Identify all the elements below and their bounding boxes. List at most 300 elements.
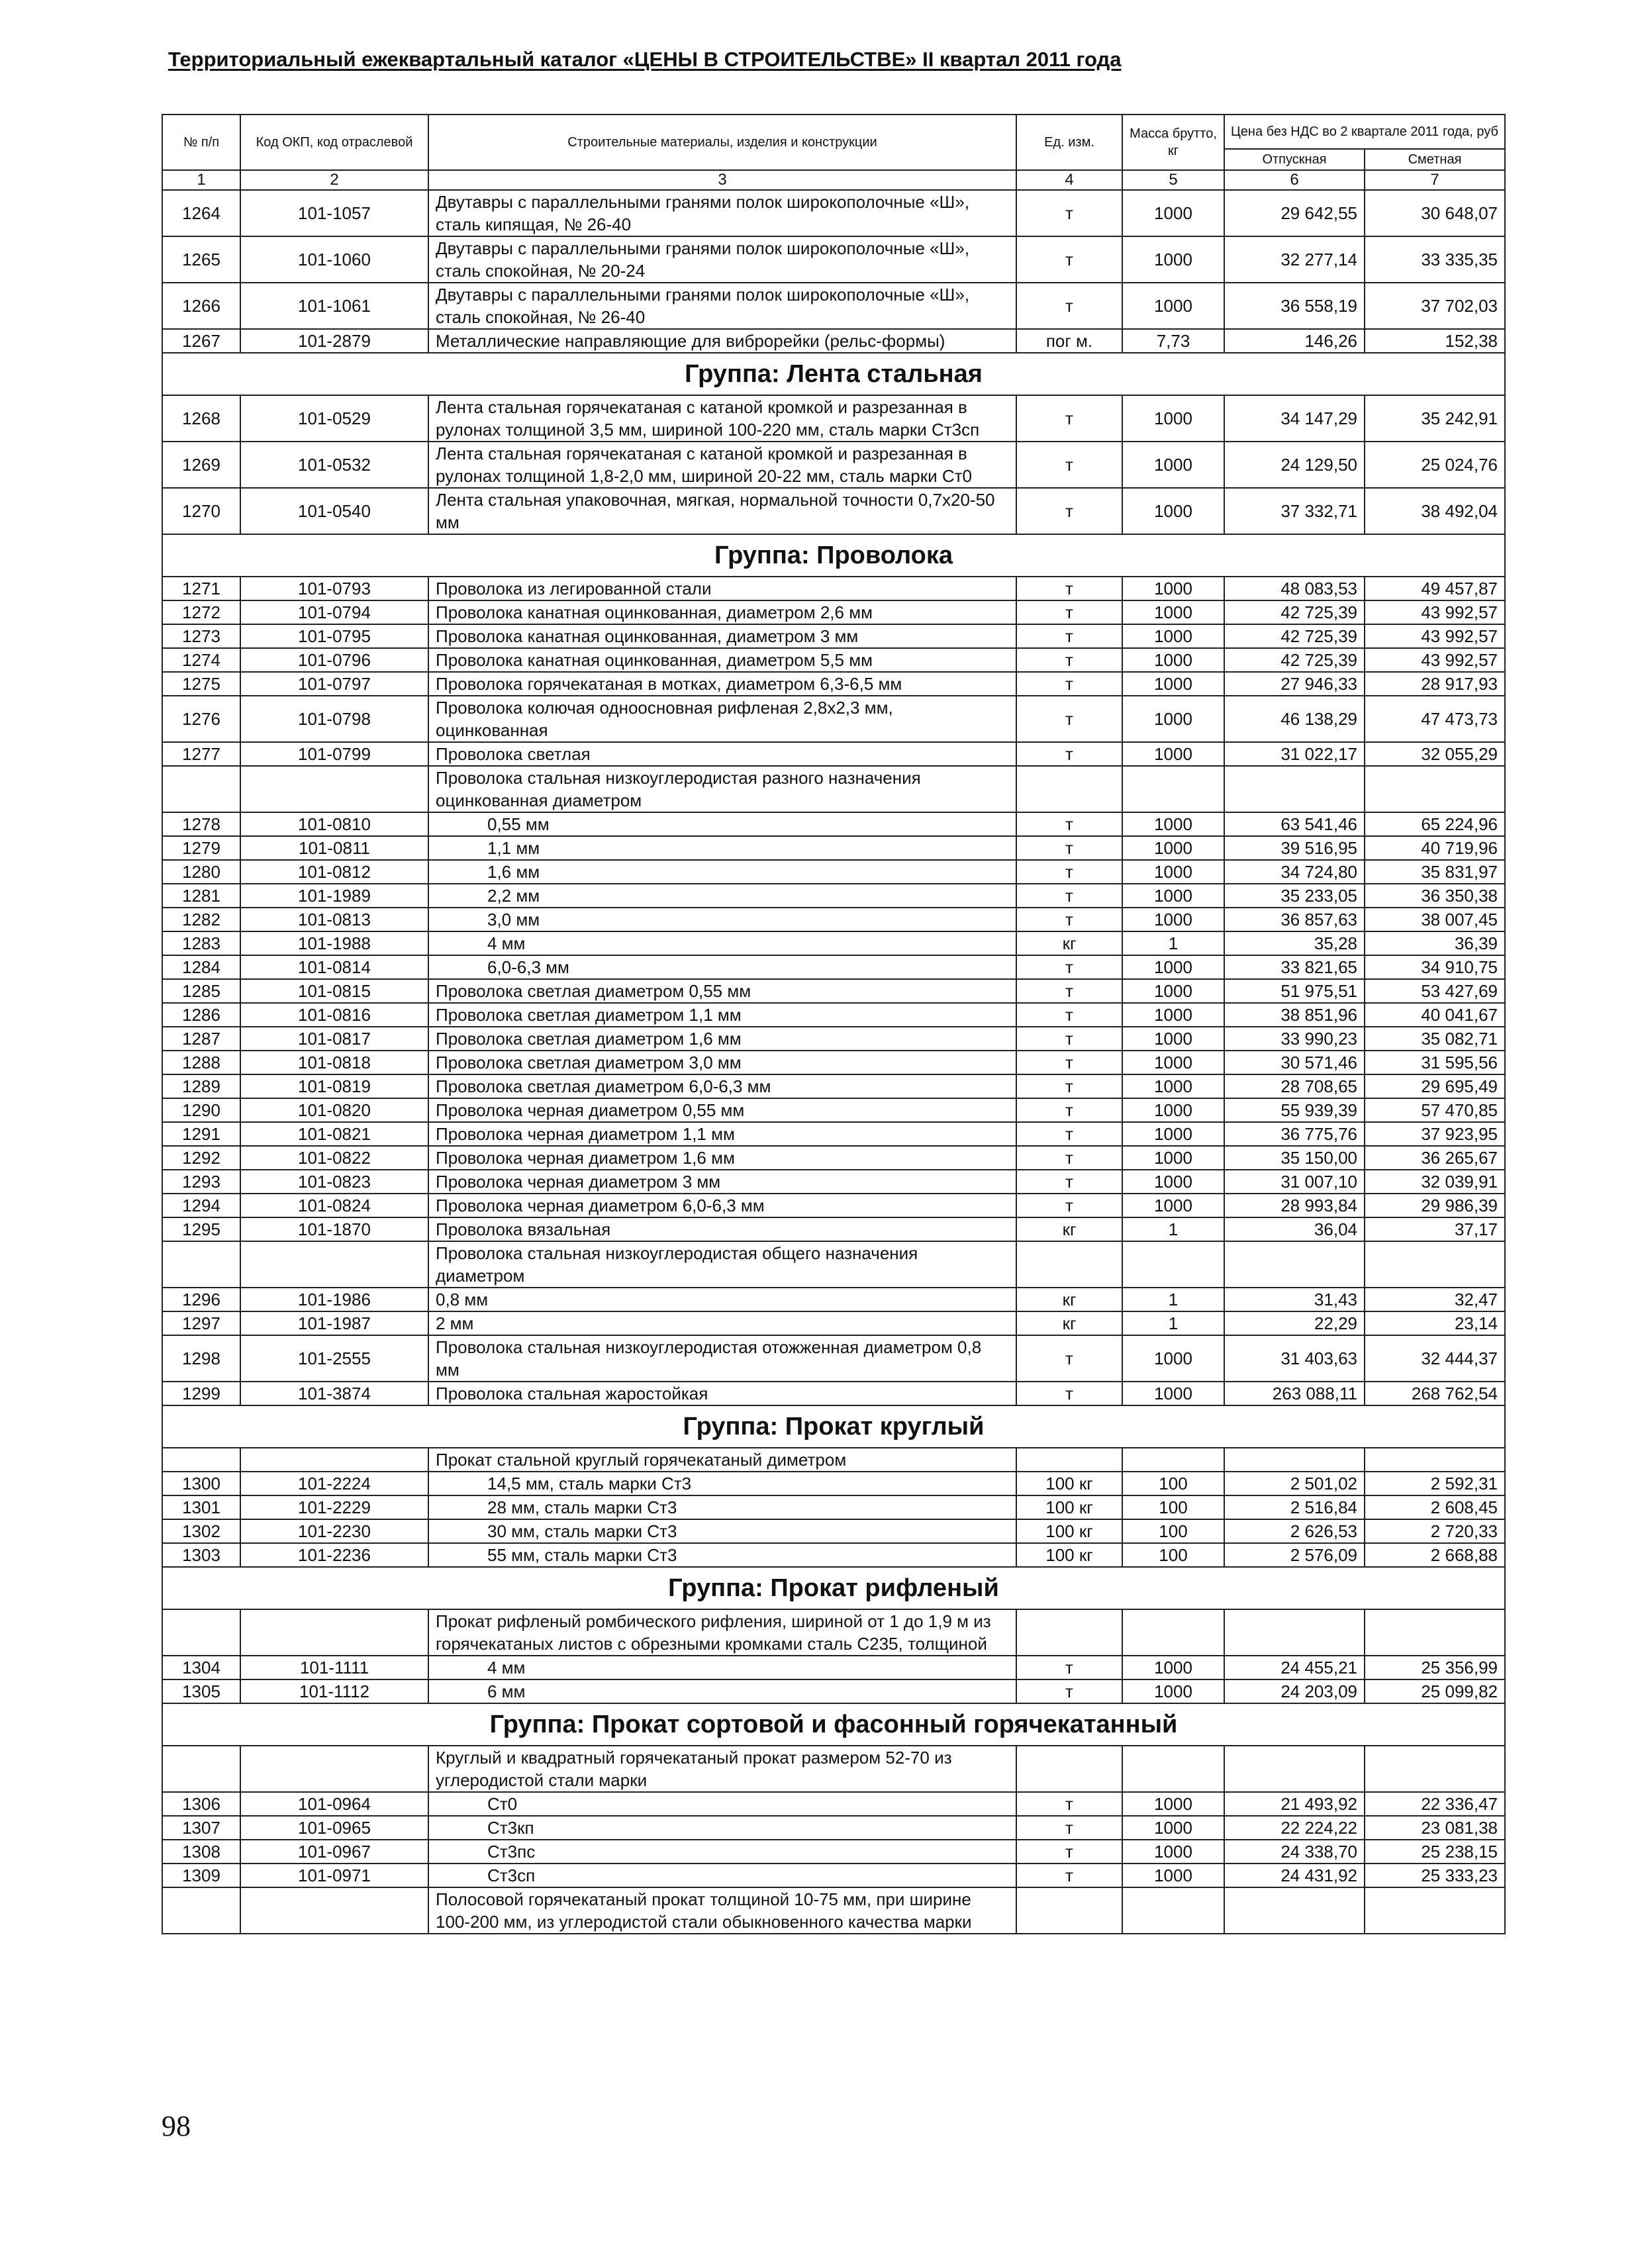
release-price: 24 455,21	[1224, 1656, 1365, 1679]
estimate-price	[1365, 1241, 1505, 1288]
material-name: Проволока светлая диаметром 6,0-6,3 мм	[428, 1074, 1016, 1098]
unit-of-measure: 100 кг	[1016, 1519, 1122, 1543]
table-row	[162, 577, 1505, 600]
table-row	[162, 283, 1505, 329]
release-price: 31 022,17	[1224, 742, 1365, 766]
table-row	[162, 1864, 1505, 1887]
unit-of-measure: т	[1016, 1122, 1122, 1146]
release-price: 31 403,63	[1224, 1335, 1365, 1382]
release-price: 35 150,00	[1224, 1146, 1365, 1170]
table-row	[162, 624, 1505, 648]
unit-of-measure: т	[1016, 648, 1122, 672]
estimate-price: 38 007,45	[1365, 908, 1505, 931]
unit-of-measure: т	[1016, 395, 1122, 442]
okp-code: 101-0796	[240, 648, 428, 672]
unit-of-measure: т	[1016, 1656, 1122, 1679]
unit-of-measure: т	[1016, 236, 1122, 283]
okp-code	[240, 1241, 428, 1288]
release-price: 32 277,14	[1224, 236, 1365, 283]
subgroup-heading-row	[162, 1746, 1505, 1792]
okp-code: 101-0821	[240, 1122, 428, 1146]
okp-code: 101-1987	[240, 1311, 428, 1335]
table-row	[162, 1335, 1505, 1382]
okp-code: 101-0824	[240, 1194, 428, 1217]
gross-mass: 1000	[1122, 1146, 1224, 1170]
gross-mass: 1000	[1122, 1816, 1224, 1840]
row-number: 1279	[162, 836, 240, 860]
material-name: Проволока светлая диаметром 0,55 мм	[428, 979, 1016, 1003]
unit-of-measure: т	[1016, 1792, 1122, 1816]
material-name: 4 мм	[428, 1656, 1016, 1679]
table-row	[162, 836, 1505, 860]
gross-mass: 1000	[1122, 1170, 1224, 1194]
material-name: Ст3пс	[428, 1840, 1016, 1864]
estimate-price: 36 265,67	[1365, 1146, 1505, 1170]
unit-of-measure: кг	[1016, 1288, 1122, 1311]
gross-mass: 1000	[1122, 742, 1224, 766]
header-estimate-price: Сметная	[1365, 149, 1505, 170]
okp-code: 101-0822	[240, 1146, 428, 1170]
unit-of-measure: 100 кг	[1016, 1495, 1122, 1519]
row-number: 1275	[162, 672, 240, 696]
estimate-price: 43 992,57	[1365, 600, 1505, 624]
unit-of-measure: т	[1016, 577, 1122, 600]
column-number: 1	[162, 170, 240, 190]
estimate-price: 29 986,39	[1365, 1194, 1505, 1217]
release-price: 146,26	[1224, 329, 1365, 353]
gross-mass: 1000	[1122, 600, 1224, 624]
unit-of-measure: т	[1016, 1146, 1122, 1170]
subgroup-heading-row	[162, 1609, 1505, 1656]
unit-of-measure: т	[1016, 190, 1122, 236]
table-row	[162, 488, 1505, 534]
table-row	[162, 1146, 1505, 1170]
unit-of-measure: т	[1016, 488, 1122, 534]
okp-code: 101-0965	[240, 1816, 428, 1840]
release-price: 28 708,65	[1224, 1074, 1365, 1098]
okp-code: 101-1057	[240, 190, 428, 236]
okp-code: 101-1112	[240, 1679, 428, 1703]
release-price: 31,43	[1224, 1288, 1365, 1311]
okp-code: 101-1988	[240, 931, 428, 955]
table-row	[162, 1003, 1505, 1027]
gross-mass: 1000	[1122, 1792, 1224, 1816]
estimate-price: 35 082,71	[1365, 1027, 1505, 1051]
gross-mass	[1122, 1609, 1224, 1656]
release-price: 2 626,53	[1224, 1519, 1365, 1543]
unit-of-measure: т	[1016, 672, 1122, 696]
material-name: Проволока стальная жаростойкая	[428, 1382, 1016, 1405]
unit-of-measure	[1016, 1887, 1122, 1934]
release-price: 24 338,70	[1224, 1840, 1365, 1864]
material-name: Круглый и квадратный горячекатаный прокат размером 52-70 из углеродистой стали марки	[428, 1746, 1016, 1792]
estimate-price: 28 917,93	[1365, 672, 1505, 696]
row-number: 1305	[162, 1679, 240, 1703]
estimate-price: 2 608,45	[1365, 1495, 1505, 1519]
release-price: 38 851,96	[1224, 1003, 1365, 1027]
row-number: 1299	[162, 1382, 240, 1405]
row-number	[162, 1609, 240, 1656]
release-price: 34 724,80	[1224, 860, 1365, 884]
material-name: Ст3сп	[428, 1864, 1016, 1887]
release-price: 35,28	[1224, 931, 1365, 955]
table-row	[162, 1027, 1505, 1051]
estimate-price: 65 224,96	[1365, 812, 1505, 836]
table-row	[162, 600, 1505, 624]
release-price: 263 088,11	[1224, 1382, 1365, 1405]
release-price: 2 516,84	[1224, 1495, 1365, 1519]
unit-of-measure: т	[1016, 812, 1122, 836]
material-name: Металлические направляющие для виброрейки (рельс-формы)	[428, 329, 1016, 353]
okp-code	[240, 1887, 428, 1934]
unit-of-measure: т	[1016, 860, 1122, 884]
material-name: Лента стальная упаковочная, мягкая, нормальной точности 0,7х20-50 мм	[428, 488, 1016, 534]
estimate-price: 53 427,69	[1365, 979, 1505, 1003]
row-number: 1306	[162, 1792, 240, 1816]
material-name: Проволока горячекатаная в мотках, диаметром 6,3-6,5 мм	[428, 672, 1016, 696]
okp-code: 101-0799	[240, 742, 428, 766]
column-number: 7	[1365, 170, 1505, 190]
table-row	[162, 860, 1505, 884]
estimate-price	[1365, 1448, 1505, 1472]
release-price: 42 725,39	[1224, 648, 1365, 672]
estimate-price: 29 695,49	[1365, 1074, 1505, 1098]
unit-of-measure	[1016, 1448, 1122, 1472]
material-name: 1,1 мм	[428, 836, 1016, 860]
material-name: 1,6 мм	[428, 860, 1016, 884]
material-name: 14,5 мм, сталь марки Ст3	[428, 1472, 1016, 1495]
row-number: 1290	[162, 1098, 240, 1122]
table-row	[162, 931, 1505, 955]
gross-mass	[1122, 1746, 1224, 1792]
group-title: Группа: Лента стальная	[162, 353, 1505, 395]
okp-code: 101-1870	[240, 1217, 428, 1241]
row-number: 1291	[162, 1122, 240, 1146]
unit-of-measure: т	[1016, 979, 1122, 1003]
estimate-price: 33 335,35	[1365, 236, 1505, 283]
gross-mass: 1000	[1122, 1840, 1224, 1864]
release-price: 33 821,65	[1224, 955, 1365, 979]
estimate-price: 268 762,54	[1365, 1382, 1505, 1405]
okp-code: 101-2555	[240, 1335, 428, 1382]
unit-of-measure	[1016, 1746, 1122, 1792]
row-number: 1283	[162, 931, 240, 955]
material-name: 6,0-6,3 мм	[428, 955, 1016, 979]
estimate-price: 34 910,75	[1365, 955, 1505, 979]
okp-code: 101-0532	[240, 442, 428, 488]
release-price: 22,29	[1224, 1311, 1365, 1335]
material-name: Проволока черная диаметром 3 мм	[428, 1170, 1016, 1194]
table-row	[162, 1792, 1505, 1816]
release-price: 30 571,46	[1224, 1051, 1365, 1074]
header-mass: Масса брутто, кг	[1122, 115, 1224, 170]
estimate-price: 2 668,88	[1365, 1543, 1505, 1567]
row-number: 1270	[162, 488, 240, 534]
table-row	[162, 1519, 1505, 1543]
row-number: 1278	[162, 812, 240, 836]
gross-mass: 1000	[1122, 1335, 1224, 1382]
estimate-price: 25 333,23	[1365, 1864, 1505, 1887]
unit-of-measure: т	[1016, 836, 1122, 860]
material-name: Ст0	[428, 1792, 1016, 1816]
group-row	[162, 353, 1505, 395]
release-price: 24 203,09	[1224, 1679, 1365, 1703]
row-number: 1296	[162, 1288, 240, 1311]
material-name: Проволока стальная низкоуглеродистая отожженная диаметром 0,8 мм	[428, 1335, 1016, 1382]
price-table	[162, 114, 1506, 1934]
column-number: 6	[1224, 170, 1365, 190]
material-name: Прокат рифленый ромбического рифления, шириной от 1 до 1,9 м из горячекатаных листов с обрезными кромками сталь С235, толщиной	[428, 1609, 1016, 1656]
okp-code	[240, 1448, 428, 1472]
group-title: Группа: Прокат круглый	[162, 1405, 1505, 1448]
release-price: 35 233,05	[1224, 884, 1365, 908]
gross-mass: 1000	[1122, 955, 1224, 979]
estimate-price	[1365, 766, 1505, 812]
gross-mass: 100	[1122, 1543, 1224, 1567]
gross-mass: 1000	[1122, 190, 1224, 236]
row-number: 1268	[162, 395, 240, 442]
okp-code: 101-1111	[240, 1656, 428, 1679]
row-number	[162, 766, 240, 812]
row-number: 1269	[162, 442, 240, 488]
row-number: 1282	[162, 908, 240, 931]
release-price: 39 516,95	[1224, 836, 1365, 860]
gross-mass: 1000	[1122, 1864, 1224, 1887]
row-number	[162, 1746, 240, 1792]
row-number: 1277	[162, 742, 240, 766]
header-release-price: Отпускная	[1224, 149, 1365, 170]
table-row	[162, 1382, 1505, 1405]
row-number: 1293	[162, 1170, 240, 1194]
gross-mass: 1000	[1122, 696, 1224, 742]
estimate-price: 37 923,95	[1365, 1122, 1505, 1146]
header-code: Код ОКП, код отраслевой	[240, 115, 428, 170]
table-row	[162, 648, 1505, 672]
gross-mass	[1122, 1448, 1224, 1472]
table-row	[162, 672, 1505, 696]
release-price: 46 138,29	[1224, 696, 1365, 742]
gross-mass: 1	[1122, 931, 1224, 955]
estimate-price: 23 081,38	[1365, 1816, 1505, 1840]
gross-mass: 1000	[1122, 1194, 1224, 1217]
unit-of-measure: т	[1016, 1074, 1122, 1098]
row-number: 1274	[162, 648, 240, 672]
release-price: 24 129,50	[1224, 442, 1365, 488]
row-number: 1302	[162, 1519, 240, 1543]
table-row	[162, 1217, 1505, 1241]
okp-code: 101-0798	[240, 696, 428, 742]
material-name: Двутавры с параллельными гранями полок широкополочные «Ш», сталь спокойная, № 26-40	[428, 283, 1016, 329]
gross-mass: 1	[1122, 1288, 1224, 1311]
unit-of-measure: т	[1016, 1170, 1122, 1194]
estimate-price: 31 595,56	[1365, 1051, 1505, 1074]
release-price: 51 975,51	[1224, 979, 1365, 1003]
unit-of-measure: т	[1016, 1679, 1122, 1703]
row-number: 1297	[162, 1311, 240, 1335]
okp-code: 101-0820	[240, 1098, 428, 1122]
unit-of-measure: т	[1016, 1864, 1122, 1887]
gross-mass: 100	[1122, 1472, 1224, 1495]
estimate-price: 36 350,38	[1365, 884, 1505, 908]
material-name: Проволока канатная оцинкованная, диаметром 2,6 мм	[428, 600, 1016, 624]
estimate-price: 37 702,03	[1365, 283, 1505, 329]
gross-mass: 1000	[1122, 836, 1224, 860]
gross-mass: 1000	[1122, 1679, 1224, 1703]
estimate-price: 2 720,33	[1365, 1519, 1505, 1543]
release-price: 31 007,10	[1224, 1170, 1365, 1194]
subgroup-heading-row	[162, 1241, 1505, 1288]
material-name: Проволока стальная низкоуглеродистая разного назначения оцинкованная диаметром	[428, 766, 1016, 812]
release-price: 48 083,53	[1224, 577, 1365, 600]
gross-mass: 1000	[1122, 577, 1224, 600]
table-row	[162, 1495, 1505, 1519]
row-number: 1289	[162, 1074, 240, 1098]
release-price: 37 332,71	[1224, 488, 1365, 534]
row-number	[162, 1448, 240, 1472]
okp-code: 101-0815	[240, 979, 428, 1003]
okp-code: 101-0814	[240, 955, 428, 979]
estimate-price: 35 242,91	[1365, 395, 1505, 442]
unit-of-measure: т	[1016, 1335, 1122, 1382]
material-name: 55 мм, сталь марки Ст3	[428, 1543, 1016, 1567]
unit-of-measure: кг	[1016, 1311, 1122, 1335]
okp-code: 101-0818	[240, 1051, 428, 1074]
table-row	[162, 979, 1505, 1003]
column-numbers-row	[162, 170, 1505, 190]
table-row	[162, 955, 1505, 979]
okp-code: 101-0529	[240, 395, 428, 442]
row-number: 1298	[162, 1335, 240, 1382]
release-price: 2 501,02	[1224, 1472, 1365, 1495]
gross-mass: 1000	[1122, 236, 1224, 283]
material-name: 2,2 мм	[428, 884, 1016, 908]
row-number: 1292	[162, 1146, 240, 1170]
okp-code: 101-0813	[240, 908, 428, 931]
table-row	[162, 1656, 1505, 1679]
estimate-price: 25 024,76	[1365, 442, 1505, 488]
page-header: Территориальный ежеквартальный каталог «ЦЕНЫ В СТРОИТЕЛЬСТВЕ» II квартал 2011 года	[168, 48, 1122, 71]
material-name: Ст3кп	[428, 1816, 1016, 1840]
material-name: Двутавры с параллельными гранями полок широкополочные «Ш», сталь спокойная, № 20-24	[428, 236, 1016, 283]
unit-of-measure: т	[1016, 1027, 1122, 1051]
material-name: Проволока канатная оцинкованная, диаметром 3 мм	[428, 624, 1016, 648]
gross-mass	[1122, 1241, 1224, 1288]
row-number: 1285	[162, 979, 240, 1003]
material-name: 0,55 мм	[428, 812, 1016, 836]
row-number: 1295	[162, 1217, 240, 1241]
table-row	[162, 696, 1505, 742]
release-price: 33 990,23	[1224, 1027, 1365, 1051]
header-unit: Ед. изм.	[1016, 115, 1122, 170]
okp-code: 101-0811	[240, 836, 428, 860]
estimate-price: 57 470,85	[1365, 1098, 1505, 1122]
group-row	[162, 534, 1505, 577]
estimate-price: 35 831,97	[1365, 860, 1505, 884]
table-row	[162, 1679, 1505, 1703]
material-name: Проволока канатная оцинкованная, диаметром 5,5 мм	[428, 648, 1016, 672]
okp-code: 101-0967	[240, 1840, 428, 1864]
gross-mass: 1000	[1122, 488, 1224, 534]
okp-code: 101-0823	[240, 1170, 428, 1194]
material-name: 0,8 мм	[428, 1288, 1016, 1311]
okp-code: 101-1986	[240, 1288, 428, 1311]
release-price: 63 541,46	[1224, 812, 1365, 836]
okp-code: 101-1989	[240, 884, 428, 908]
estimate-price: 32 055,29	[1365, 742, 1505, 766]
release-price: 22 224,22	[1224, 1816, 1365, 1840]
unit-of-measure: т	[1016, 1816, 1122, 1840]
gross-mass: 1000	[1122, 672, 1224, 696]
table-row	[162, 1170, 1505, 1194]
release-price: 36 775,76	[1224, 1122, 1365, 1146]
row-number: 1284	[162, 955, 240, 979]
material-name: Проволока черная диаметром 0,55 мм	[428, 1098, 1016, 1122]
unit-of-measure: т	[1016, 283, 1122, 329]
row-number: 1264	[162, 190, 240, 236]
gross-mass: 1	[1122, 1217, 1224, 1241]
gross-mass	[1122, 766, 1224, 812]
gross-mass: 1000	[1122, 908, 1224, 931]
okp-code	[240, 766, 428, 812]
estimate-price: 38 492,04	[1365, 488, 1505, 534]
material-name: Проволока светлая диаметром 1,1 мм	[428, 1003, 1016, 1027]
unit-of-measure: т	[1016, 1003, 1122, 1027]
group-title: Группа: Прокат сортовой и фасонный горячекатанный	[162, 1703, 1505, 1746]
row-number: 1286	[162, 1003, 240, 1027]
okp-code: 101-2230	[240, 1519, 428, 1543]
table-row	[162, 1051, 1505, 1074]
okp-code: 101-0964	[240, 1792, 428, 1816]
okp-code: 101-0810	[240, 812, 428, 836]
table-row	[162, 329, 1505, 353]
release-price: 42 725,39	[1224, 624, 1365, 648]
subgroup-heading-row	[162, 1448, 1505, 1472]
estimate-price	[1365, 1746, 1505, 1792]
estimate-price: 25 099,82	[1365, 1679, 1505, 1703]
group-title: Группа: Проволока	[162, 534, 1505, 577]
estimate-price: 40 041,67	[1365, 1003, 1505, 1027]
release-price: 34 147,29	[1224, 395, 1365, 442]
gross-mass: 1000	[1122, 1382, 1224, 1405]
unit-of-measure	[1016, 1609, 1122, 1656]
estimate-price: 152,38	[1365, 329, 1505, 353]
row-number: 1273	[162, 624, 240, 648]
okp-code: 101-0816	[240, 1003, 428, 1027]
okp-code: 101-2229	[240, 1495, 428, 1519]
row-number: 1300	[162, 1472, 240, 1495]
release-price: 36 558,19	[1224, 283, 1365, 329]
table-row	[162, 190, 1505, 236]
okp-code: 101-0793	[240, 577, 428, 600]
row-number: 1287	[162, 1027, 240, 1051]
table-row	[162, 1543, 1505, 1567]
unit-of-measure: кг	[1016, 931, 1122, 955]
unit-of-measure: т	[1016, 1098, 1122, 1122]
table-row	[162, 884, 1505, 908]
table-row	[162, 1122, 1505, 1146]
estimate-price: 49 457,87	[1365, 577, 1505, 600]
gross-mass: 1000	[1122, 884, 1224, 908]
gross-mass: 1000	[1122, 624, 1224, 648]
material-name: Прокат стальной круглый горячекатаный диметром	[428, 1448, 1016, 1472]
unit-of-measure: т	[1016, 1840, 1122, 1864]
group-title: Группа: Прокат рифленый	[162, 1567, 1505, 1609]
row-number: 1265	[162, 236, 240, 283]
subgroup-heading-row	[162, 766, 1505, 812]
estimate-price: 43 992,57	[1365, 648, 1505, 672]
unit-of-measure: пог м.	[1016, 329, 1122, 353]
material-name: 4 мм	[428, 931, 1016, 955]
